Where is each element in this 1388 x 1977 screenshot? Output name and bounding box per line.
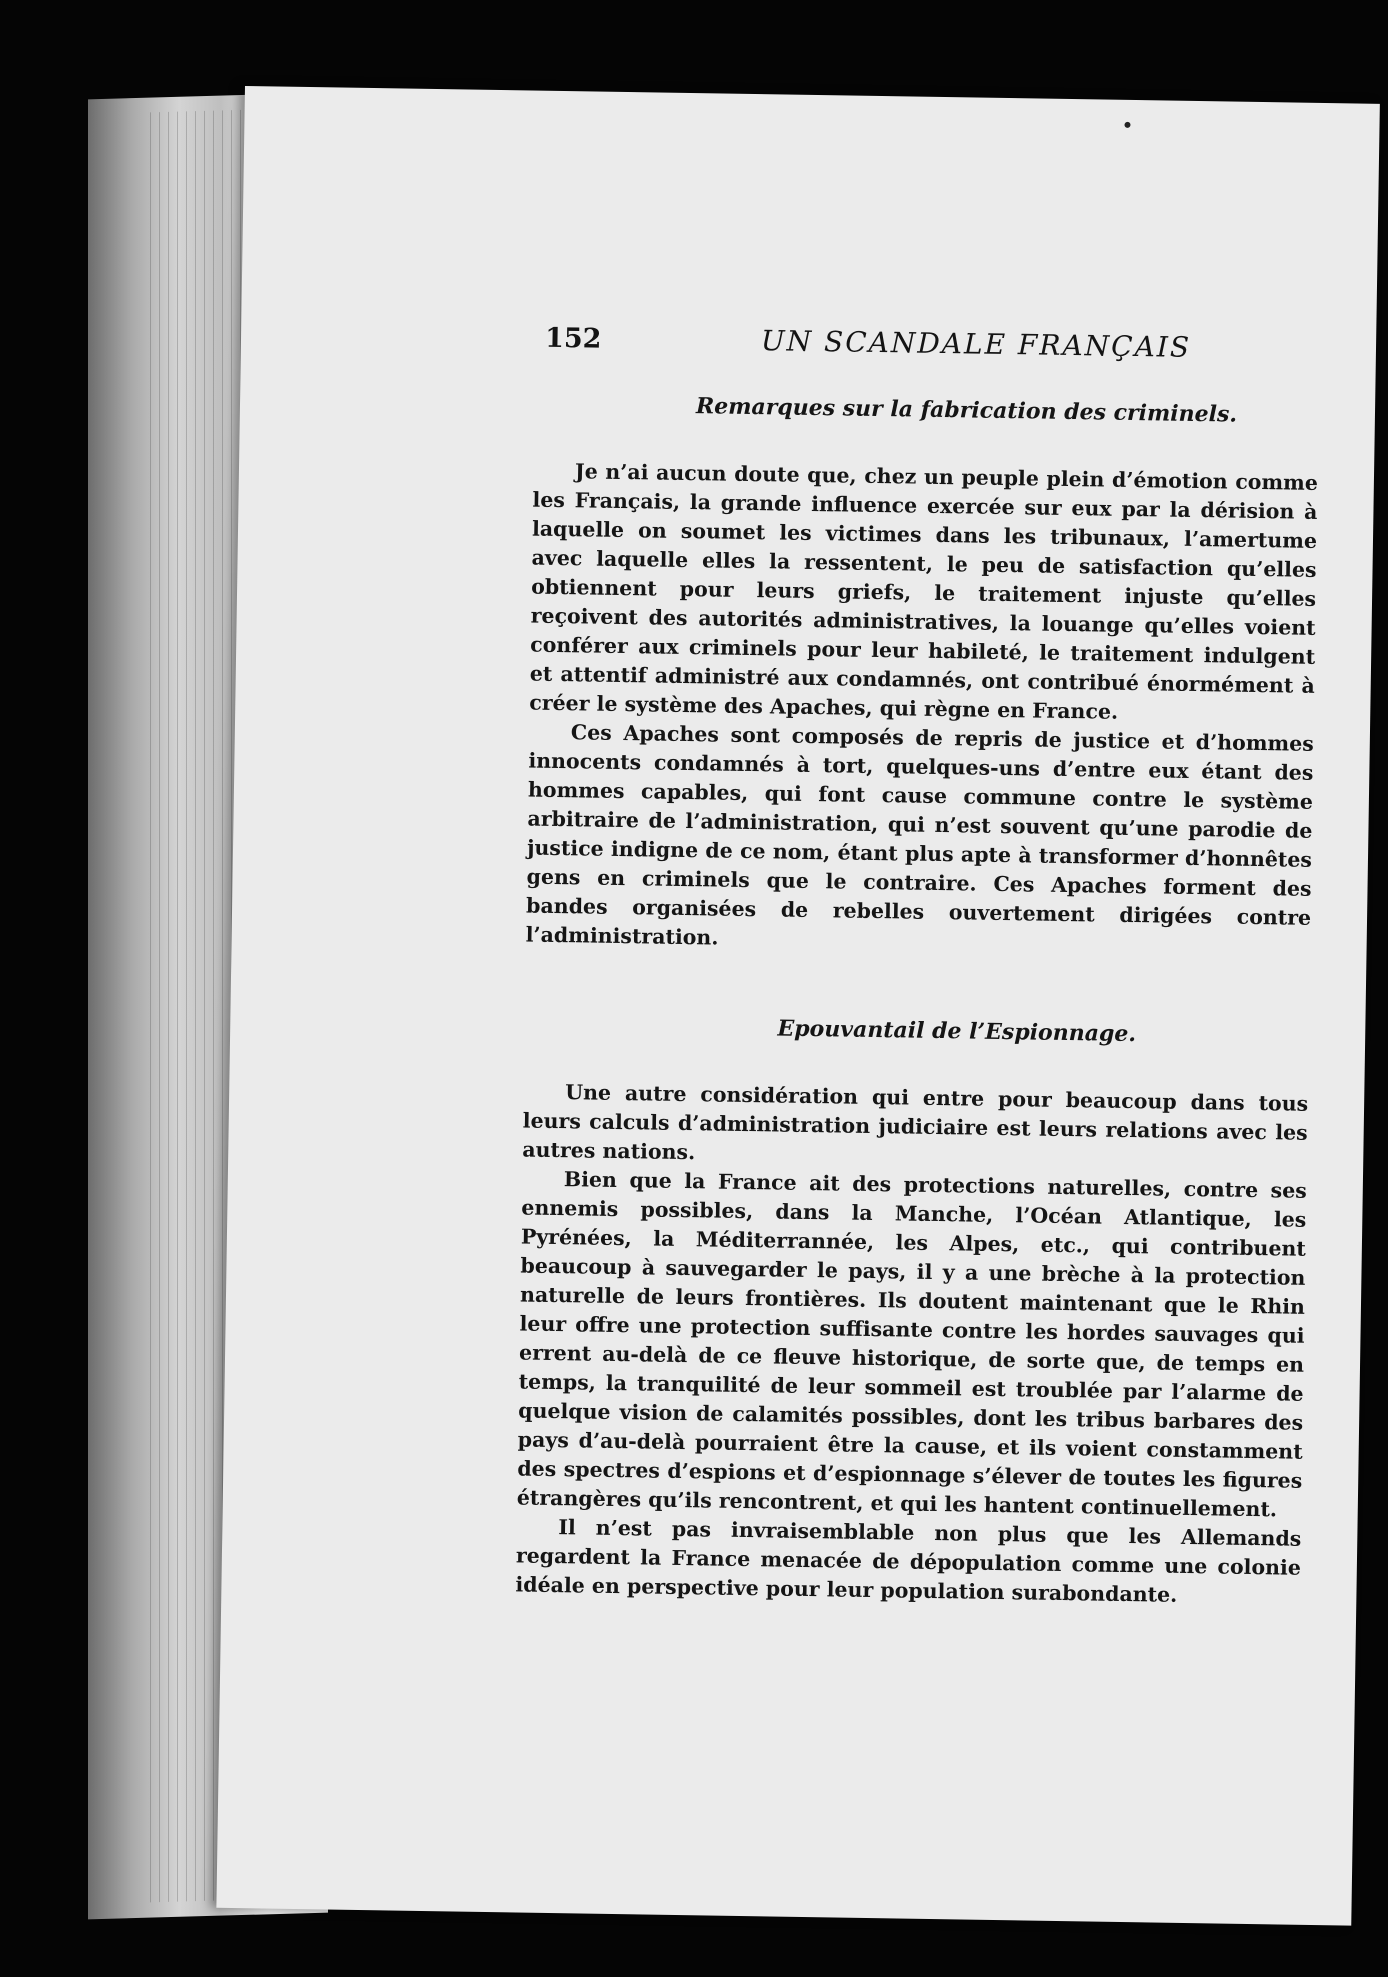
paragraph: Ces Apaches sont composés de repris de justice et d’hommes innocents condamnés à tort, quelques-uns d’entre eux étant des hommes capables, qui font cause commune contre le système arbitraire de l’administration, qui n’est souvent qu’une parodie de justice indigne de ce nom, étant plus apte à transformer d’honnêtes gens en criminels que le contraire. Ces Apaches forment des bandes organisées de rebelles ouvertement dirigées contre l’administration. — [525, 720, 1314, 950]
page-number: 152 — [544, 322, 602, 355]
book-page — [216, 86, 1379, 1926]
book-title: UN SCANDALE FRANÇAIS — [760, 324, 1192, 364]
paragraph: Il n’est pas invraisemblable non plus que les Allemands regardent la France menacée de dépopulation comme une colonie idéale en perspective pour leur population surabondante. — [515, 1515, 1302, 1607]
paragraph: Bien que la France ait des protections naturelles, contre ses ennemis possibles, dans la Manche, l’Océan Atlantique, les Pyrénées, la Méditerrannée, les Alpes, etc., qui contribuent beaucoup à sauvegarder le pays, il y a une brèche à la protection naturelle de leurs frontières. Ils doutent maintenant que le Rhin leur offre une protection suffisante contre les hordes sauvages qui errent au-delà de ce fleuve historique, de sorte que, de temps en temps, la tranquilité de leur sommeil est troublée par l’alarme de quelque vision de calamités possibles, dont les tribus barbares des pays d’au-delà pourraient être la cause, et ils voient constamment des spectres d’espions et d’espionnage s’élever de toutes les figures étrangères qu’ils rencontrent, et qui les hantent continuellement. — [516, 1167, 1307, 1522]
paragraph: Je n’ai aucun doute que, chez un peuple plein d’émotion comme les Français, la grande influence exercée sur eux par la dérision à laquelle on soumet les victimes dans les tribunaux, l’amertume avec laquelle elles la ressentent, le peu de satisfaction qu’elles obtiennent pour leurs griefs, le traitement injuste qu’elles reçoivent des autorités administratives, la louange qu’elles voient conférer aux criminels pour leur habileté, le traitement indulgent et attentif administré aux condamnés, ont contribué énormément à créer le système des Apaches, qui règne en France. — [529, 459, 1319, 724]
running-head — [241, 312, 1377, 380]
section-title: Epouvantail de l’Espionnage. — [777, 1015, 1137, 1048]
section-title: Remarques sur la fabrication des criminels. — [695, 393, 1238, 428]
paragraph: Une autre considération qui entre pour beaucoup dans tous leurs calculs d’administration judiciaire est leurs relations avec les autres nations. — [522, 1080, 1309, 1165]
body-text — [515, 391, 1319, 1612]
ink-speck — [1124, 122, 1130, 128]
